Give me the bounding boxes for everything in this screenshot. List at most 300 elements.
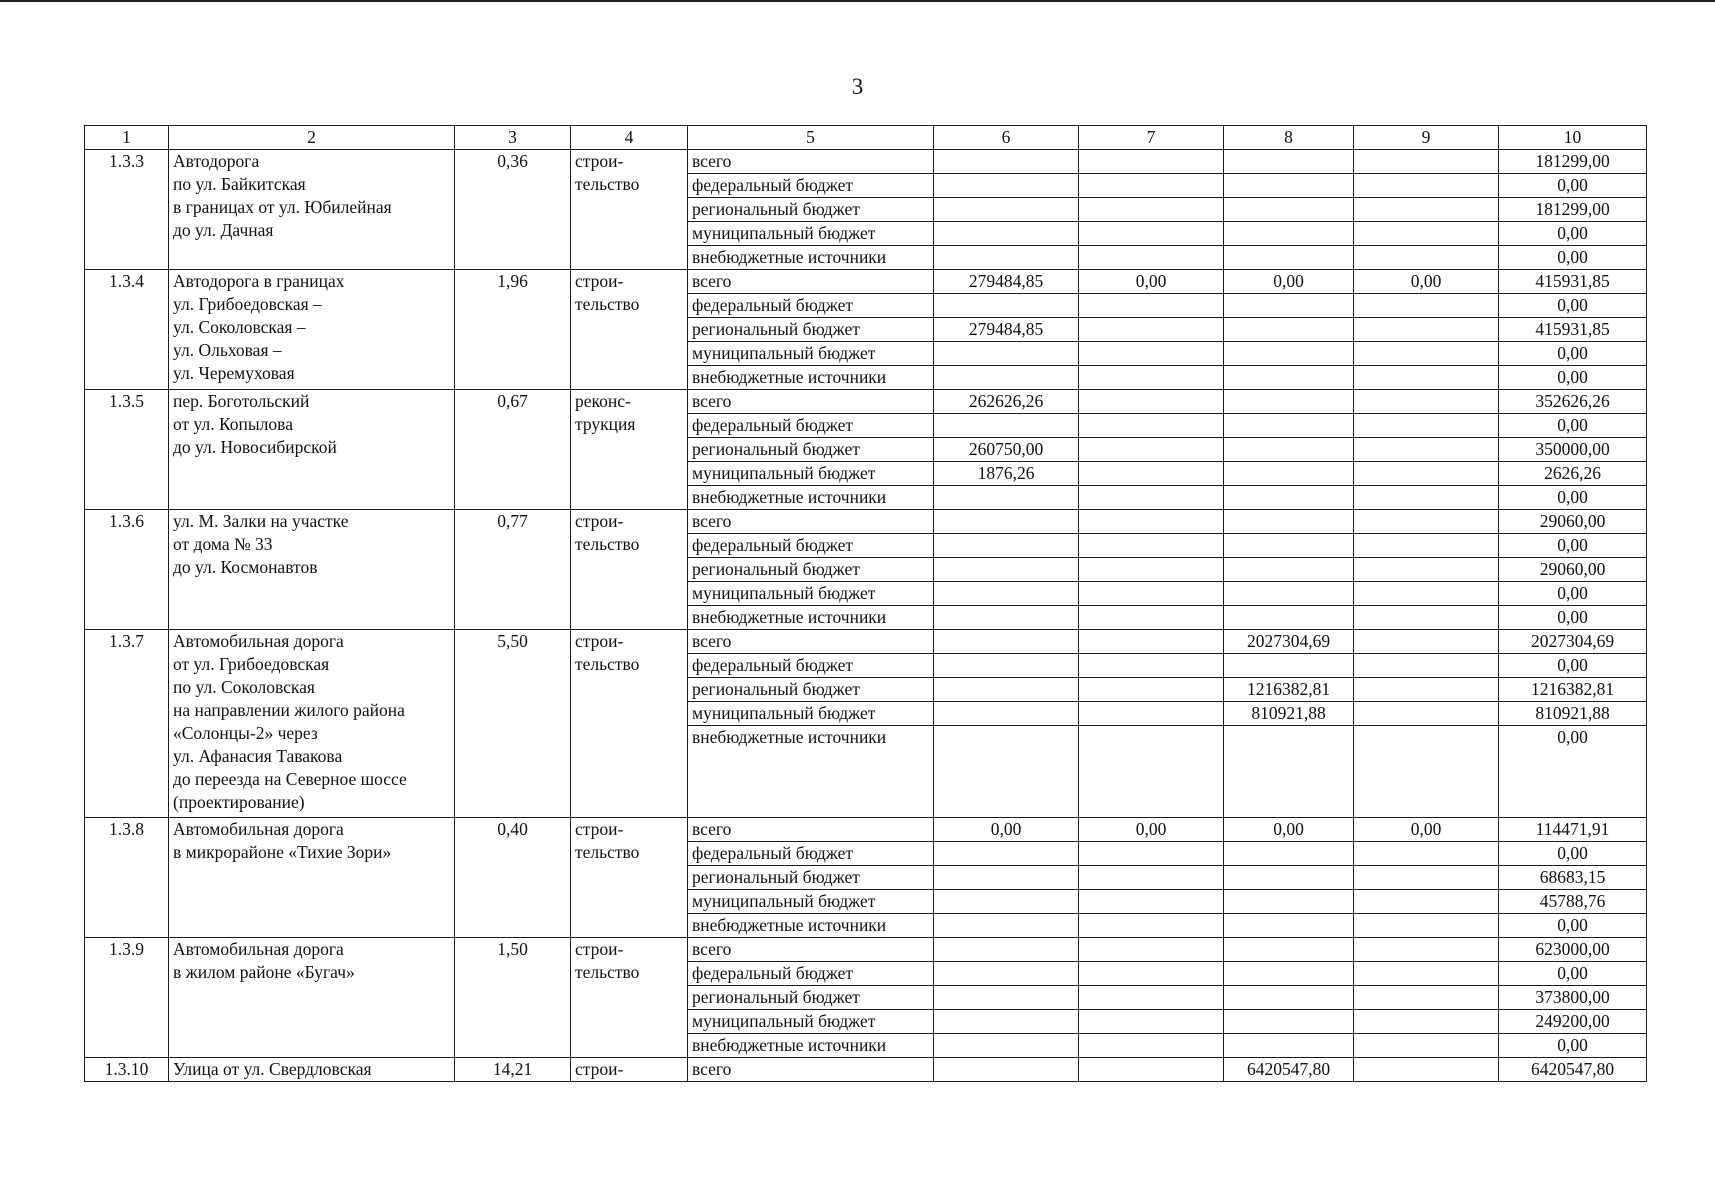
- road-name-line: в границах от ул. Юбилейная: [173, 197, 392, 217]
- year-amount: 0,00: [934, 818, 1079, 842]
- year-amount: [934, 582, 1079, 606]
- year-amount: [1224, 866, 1354, 890]
- road-name: [169, 938, 455, 1058]
- funding-source: всего: [688, 818, 934, 842]
- item-number: 1.3.7: [85, 630, 169, 818]
- road-name-line: «Солонцы-2» через: [173, 723, 318, 743]
- total-amount: 68683,15: [1499, 866, 1647, 890]
- table-row: [85, 1058, 1647, 1082]
- year-amount: 6420547,80: [1224, 1058, 1354, 1082]
- work-type-line: тельство: [575, 174, 640, 194]
- total-amount: 0,00: [1499, 1034, 1647, 1058]
- road-length: 0,67: [455, 390, 571, 510]
- year-amount: 279484,85: [934, 318, 1079, 342]
- total-amount: 0,00: [1499, 294, 1647, 318]
- funding-source: федеральный бюджет: [688, 294, 934, 318]
- year-amount: [1354, 342, 1499, 366]
- total-amount: 0,00: [1499, 842, 1647, 866]
- year-amount: [1354, 558, 1499, 582]
- total-amount: 2626,26: [1499, 462, 1647, 486]
- road-length: 5,50: [455, 630, 571, 818]
- year-amount: [1354, 294, 1499, 318]
- year-amount: 1876,26: [934, 462, 1079, 486]
- year-amount: [1224, 1034, 1354, 1058]
- total-amount: 350000,00: [1499, 438, 1647, 462]
- funding-source: внебюджетные источники: [688, 246, 934, 270]
- funding-source: федеральный бюджет: [688, 174, 934, 198]
- year-amount: [1224, 986, 1354, 1010]
- funding-source: региональный бюджет: [688, 318, 934, 342]
- total-amount: 29060,00: [1499, 558, 1647, 582]
- funding-source: федеральный бюджет: [688, 654, 934, 678]
- year-amount: [1224, 342, 1354, 366]
- total-amount: 181299,00: [1499, 150, 1647, 174]
- year-amount: 0,00: [1354, 270, 1499, 294]
- year-amount: [1354, 1058, 1499, 1082]
- year-amount: [1079, 606, 1224, 630]
- scan-edge: [0, 0, 1715, 2]
- year-amount: [1354, 630, 1499, 654]
- total-amount: 415931,85: [1499, 270, 1647, 294]
- funding-source: муниципальный бюджет: [688, 222, 934, 246]
- year-amount: [934, 1010, 1079, 1034]
- work-type: [571, 630, 688, 818]
- year-amount: [1354, 438, 1499, 462]
- page-number: 3: [851, 74, 864, 99]
- year-amount: [1079, 726, 1224, 818]
- total-amount: 0,00: [1499, 222, 1647, 246]
- year-amount: [1354, 986, 1499, 1010]
- year-amount: 2027304,69: [1224, 630, 1354, 654]
- year-amount: [1079, 914, 1224, 938]
- funding-source: муниципальный бюджет: [688, 342, 934, 366]
- column-number: 3: [455, 126, 571, 150]
- total-amount: 45788,76: [1499, 890, 1647, 914]
- road-name-line: Автомобильная дорога: [173, 631, 344, 651]
- table-row: [85, 938, 1647, 962]
- column-number: 2: [169, 126, 455, 150]
- total-amount: 181299,00: [1499, 198, 1647, 222]
- year-amount: [1354, 938, 1499, 962]
- road-name-line: от дома № 33: [173, 534, 273, 554]
- year-amount: [934, 842, 1079, 866]
- year-amount: [934, 866, 1079, 890]
- road-name-line: в жилом районе «Бугач»: [173, 962, 355, 982]
- total-amount: 6420547,80: [1499, 1058, 1647, 1082]
- total-amount: 0,00: [1499, 366, 1647, 390]
- funding-source: муниципальный бюджет: [688, 890, 934, 914]
- funding-source: муниципальный бюджет: [688, 1010, 934, 1034]
- work-type-line: строи-: [575, 631, 624, 651]
- funding-source: региональный бюджет: [688, 438, 934, 462]
- year-amount: [934, 342, 1079, 366]
- year-amount: 0,00: [1079, 818, 1224, 842]
- work-type-line: тельство: [575, 294, 640, 314]
- total-amount: 623000,00: [1499, 938, 1647, 962]
- year-amount: [1224, 486, 1354, 510]
- funding-source: внебюджетные источники: [688, 486, 934, 510]
- road-name-line: ул. Соколовская –: [173, 317, 306, 337]
- year-amount: [1354, 486, 1499, 510]
- funding-source: региональный бюджет: [688, 986, 934, 1010]
- year-amount: [1079, 558, 1224, 582]
- year-amount: [1224, 438, 1354, 462]
- year-amount: [1354, 842, 1499, 866]
- year-amount: [1354, 462, 1499, 486]
- year-amount: [1224, 198, 1354, 222]
- road-name: [169, 390, 455, 510]
- road-name-line: Автодорога: [173, 151, 260, 171]
- year-amount: 0,00: [1224, 270, 1354, 294]
- year-amount: [934, 606, 1079, 630]
- table-row: [85, 630, 1647, 654]
- year-amount: [934, 534, 1079, 558]
- funding-source: региональный бюджет: [688, 198, 934, 222]
- year-amount: [1079, 842, 1224, 866]
- year-amount: [1354, 654, 1499, 678]
- column-number: 10: [1499, 126, 1647, 150]
- funding-source: федеральный бюджет: [688, 962, 934, 986]
- year-amount: [934, 1034, 1079, 1058]
- work-type: [571, 390, 688, 510]
- table-row: [85, 510, 1647, 534]
- work-type-line: строи-: [575, 271, 624, 291]
- year-amount: 0,00: [1224, 818, 1354, 842]
- year-amount: [1224, 318, 1354, 342]
- year-amount: [1224, 174, 1354, 198]
- item-number: 1.3.4: [85, 270, 169, 390]
- road-length: 0,40: [455, 818, 571, 938]
- total-amount: 0,00: [1499, 342, 1647, 366]
- year-amount: [1354, 702, 1499, 726]
- year-amount: [1224, 390, 1354, 414]
- column-number: 9: [1354, 126, 1499, 150]
- year-amount: [1354, 914, 1499, 938]
- year-amount: [934, 150, 1079, 174]
- year-amount: [1354, 1010, 1499, 1034]
- item-number: 1.3.3: [85, 150, 169, 270]
- work-type: [571, 150, 688, 270]
- year-amount: [1224, 534, 1354, 558]
- road-length: 14,21: [455, 1058, 571, 1082]
- year-amount: [1354, 962, 1499, 986]
- year-amount: [934, 630, 1079, 654]
- year-amount: [1224, 462, 1354, 486]
- road-name-line: ул. Ольховая –: [173, 340, 282, 360]
- funding-source: муниципальный бюджет: [688, 582, 934, 606]
- road-name-line: по ул. Соколовская: [173, 677, 315, 697]
- road-name-line: до ул. Космонавтов: [173, 557, 318, 577]
- funding-source: муниципальный бюджет: [688, 702, 934, 726]
- work-type-line: строи-: [575, 151, 624, 171]
- funding-source: региональный бюджет: [688, 678, 934, 702]
- funding-source: всего: [688, 938, 934, 962]
- item-number: 1.3.8: [85, 818, 169, 938]
- year-amount: [1079, 294, 1224, 318]
- year-amount: [1354, 366, 1499, 390]
- year-amount: [1079, 366, 1224, 390]
- year-amount: [1354, 510, 1499, 534]
- total-amount: 0,00: [1499, 414, 1647, 438]
- year-amount: [1354, 318, 1499, 342]
- total-amount: 114471,91: [1499, 818, 1647, 842]
- funding-source: федеральный бюджет: [688, 534, 934, 558]
- item-number: 1.3.6: [85, 510, 169, 630]
- work-type-line: строи-: [575, 819, 624, 839]
- funding-source: внебюджетные источники: [688, 914, 934, 938]
- year-amount: [1354, 606, 1499, 630]
- funding-source: федеральный бюджет: [688, 414, 934, 438]
- road-name-line: ул. М. Залки на участке: [173, 511, 349, 531]
- work-type-line: тельство: [575, 534, 640, 554]
- work-type: [571, 510, 688, 630]
- year-amount: [1079, 174, 1224, 198]
- column-number: 8: [1224, 126, 1354, 150]
- work-type: [571, 1058, 688, 1082]
- year-amount: [934, 246, 1079, 270]
- year-amount: [1354, 198, 1499, 222]
- year-amount: [1224, 582, 1354, 606]
- road-name-line: на направлении жилого района: [173, 700, 405, 720]
- year-amount: [1079, 866, 1224, 890]
- road-name-line: Улица от ул. Свердловская: [173, 1059, 372, 1079]
- year-amount: [1079, 1058, 1224, 1082]
- work-type-line: трукция: [575, 414, 636, 434]
- total-amount: 810921,88: [1499, 702, 1647, 726]
- funding-source: региональный бюджет: [688, 558, 934, 582]
- road-name: [169, 630, 455, 818]
- total-amount: 0,00: [1499, 486, 1647, 510]
- funding-source: всего: [688, 510, 934, 534]
- year-amount: [1354, 890, 1499, 914]
- year-amount: [1224, 938, 1354, 962]
- road-name-line: до ул. Новосибирской: [173, 437, 337, 457]
- road-name-line: Автомобильная дорога: [173, 939, 344, 959]
- total-amount: 1216382,81: [1499, 678, 1647, 702]
- year-amount: [1224, 414, 1354, 438]
- funding-source: всего: [688, 630, 934, 654]
- work-type: [571, 938, 688, 1058]
- year-amount: [1079, 342, 1224, 366]
- year-amount: [1224, 890, 1354, 914]
- year-amount: [934, 986, 1079, 1010]
- total-amount: 0,00: [1499, 582, 1647, 606]
- year-amount: [1224, 914, 1354, 938]
- year-amount: [1224, 842, 1354, 866]
- total-amount: 29060,00: [1499, 510, 1647, 534]
- road-name-line: в микрорайоне «Тихие Зори»: [173, 842, 392, 862]
- year-amount: [934, 558, 1079, 582]
- table-row: [85, 150, 1647, 174]
- table-row: [85, 270, 1647, 294]
- year-amount: [1079, 1034, 1224, 1058]
- work-type-line: строи-: [575, 939, 624, 959]
- road-name-line: ул. Афанасия Тавакова: [173, 746, 343, 766]
- total-amount: 2027304,69: [1499, 630, 1647, 654]
- work-type-line: реконс-: [575, 391, 631, 411]
- funding-source: внебюджетные источники: [688, 366, 934, 390]
- road-length: 0,77: [455, 510, 571, 630]
- year-amount: [1224, 246, 1354, 270]
- year-amount: 1216382,81: [1224, 678, 1354, 702]
- total-amount: 352626,26: [1499, 390, 1647, 414]
- total-amount: 0,00: [1499, 246, 1647, 270]
- work-type-line: тельство: [575, 962, 640, 982]
- year-amount: [1224, 1010, 1354, 1034]
- year-amount: [1224, 294, 1354, 318]
- road-name-line: Автомобильная дорога: [173, 819, 344, 839]
- funding-source: всего: [688, 270, 934, 294]
- total-amount: 0,00: [1499, 726, 1647, 818]
- year-amount: [1224, 606, 1354, 630]
- road-name-line: (проектирование): [173, 792, 305, 812]
- year-amount: [934, 366, 1079, 390]
- year-amount: [1079, 962, 1224, 986]
- year-amount: [1354, 150, 1499, 174]
- funding-source: муниципальный бюджет: [688, 462, 934, 486]
- year-amount: [934, 486, 1079, 510]
- column-number: 1: [85, 126, 169, 150]
- road-name-line: до переезда на Северное шоссе: [173, 769, 407, 789]
- column-number: 7: [1079, 126, 1224, 150]
- road-name: [169, 510, 455, 630]
- year-amount: [1354, 1034, 1499, 1058]
- road-name-line: Автодорога в границах: [173, 271, 345, 291]
- item-number: 1.3.9: [85, 938, 169, 1058]
- year-amount: [1354, 866, 1499, 890]
- total-amount: 0,00: [1499, 962, 1647, 986]
- total-amount: 0,00: [1499, 534, 1647, 558]
- road-name: [169, 150, 455, 270]
- year-amount: [1079, 486, 1224, 510]
- year-amount: 279484,85: [934, 270, 1079, 294]
- total-amount: 249200,00: [1499, 1010, 1647, 1034]
- total-amount: 0,00: [1499, 606, 1647, 630]
- year-amount: [934, 938, 1079, 962]
- year-amount: [1354, 414, 1499, 438]
- total-amount: 0,00: [1499, 174, 1647, 198]
- year-amount: [1224, 366, 1354, 390]
- year-amount: [1079, 678, 1224, 702]
- year-amount: 810921,88: [1224, 702, 1354, 726]
- year-amount: [1354, 246, 1499, 270]
- road-name-line: ул. Грибоедовская –: [173, 294, 322, 314]
- year-amount: [1079, 890, 1224, 914]
- year-amount: 260750,00: [934, 438, 1079, 462]
- work-type-line: строи-: [575, 1059, 624, 1079]
- year-amount: [1354, 678, 1499, 702]
- year-amount: [1224, 222, 1354, 246]
- work-type-line: тельство: [575, 654, 640, 674]
- year-amount: [1079, 654, 1224, 678]
- road-name-line: от ул. Копылова: [173, 414, 293, 434]
- road-length: 1,96: [455, 270, 571, 390]
- year-amount: [934, 414, 1079, 438]
- column-number: 5: [688, 126, 934, 150]
- year-amount: [1224, 150, 1354, 174]
- table-row: [85, 390, 1647, 414]
- year-amount: [934, 222, 1079, 246]
- year-amount: [1079, 630, 1224, 654]
- year-amount: [1354, 174, 1499, 198]
- road-name: [169, 270, 455, 390]
- year-amount: [934, 510, 1079, 534]
- funding-source: федеральный бюджет: [688, 842, 934, 866]
- total-amount: 415931,85: [1499, 318, 1647, 342]
- year-amount: [934, 1058, 1079, 1082]
- table-row: [85, 818, 1647, 842]
- funding-source: региональный бюджет: [688, 866, 934, 890]
- item-number: 1.3.10: [85, 1058, 169, 1082]
- year-amount: [1079, 582, 1224, 606]
- road-name: [169, 1058, 455, 1082]
- total-amount: 373800,00: [1499, 986, 1647, 1010]
- year-amount: [1224, 726, 1354, 818]
- funding-source: всего: [688, 390, 934, 414]
- year-amount: [1079, 702, 1224, 726]
- year-amount: [934, 294, 1079, 318]
- year-amount: 0,00: [1354, 818, 1499, 842]
- year-amount: [1079, 390, 1224, 414]
- year-amount: [1224, 510, 1354, 534]
- year-amount: [934, 174, 1079, 198]
- budget-table: [84, 125, 1647, 1082]
- year-amount: [1079, 986, 1224, 1010]
- road-name: [169, 818, 455, 938]
- year-amount: [934, 198, 1079, 222]
- road-name-line: до ул. Дачная: [173, 220, 274, 240]
- item-number: 1.3.5: [85, 390, 169, 510]
- funding-source: внебюджетные источники: [688, 726, 934, 818]
- year-amount: [1079, 222, 1224, 246]
- funding-source: внебюджетные источники: [688, 1034, 934, 1058]
- funding-source: внебюджетные источники: [688, 606, 934, 630]
- column-number: 4: [571, 126, 688, 150]
- work-type-line: строи-: [575, 511, 624, 531]
- road-length: 0,36: [455, 150, 571, 270]
- road-name-line: по ул. Байкитская: [173, 174, 306, 194]
- year-amount: [1079, 198, 1224, 222]
- funding-source: всего: [688, 150, 934, 174]
- funding-source: всего: [688, 1058, 934, 1082]
- year-amount: [1079, 510, 1224, 534]
- year-amount: [1354, 534, 1499, 558]
- year-amount: [1079, 246, 1224, 270]
- year-amount: [934, 702, 1079, 726]
- road-name-line: от ул. Грибоедовская: [173, 654, 330, 674]
- year-amount: [1354, 726, 1499, 818]
- year-amount: [1079, 462, 1224, 486]
- year-amount: [934, 726, 1079, 818]
- column-number-row: [85, 126, 1647, 150]
- year-amount: [1224, 962, 1354, 986]
- work-type: [571, 270, 688, 390]
- work-type-line: тельство: [575, 842, 640, 862]
- work-type: [571, 818, 688, 938]
- year-amount: 0,00: [1079, 270, 1224, 294]
- year-amount: [934, 962, 1079, 986]
- year-amount: [1079, 414, 1224, 438]
- year-amount: [934, 890, 1079, 914]
- year-amount: [1079, 1010, 1224, 1034]
- road-name-line: ул. Черемуховая: [173, 363, 295, 383]
- year-amount: [1224, 558, 1354, 582]
- year-amount: [1079, 438, 1224, 462]
- total-amount: 0,00: [1499, 654, 1647, 678]
- road-length: 1,50: [455, 938, 571, 1058]
- year-amount: [934, 678, 1079, 702]
- year-amount: [1224, 654, 1354, 678]
